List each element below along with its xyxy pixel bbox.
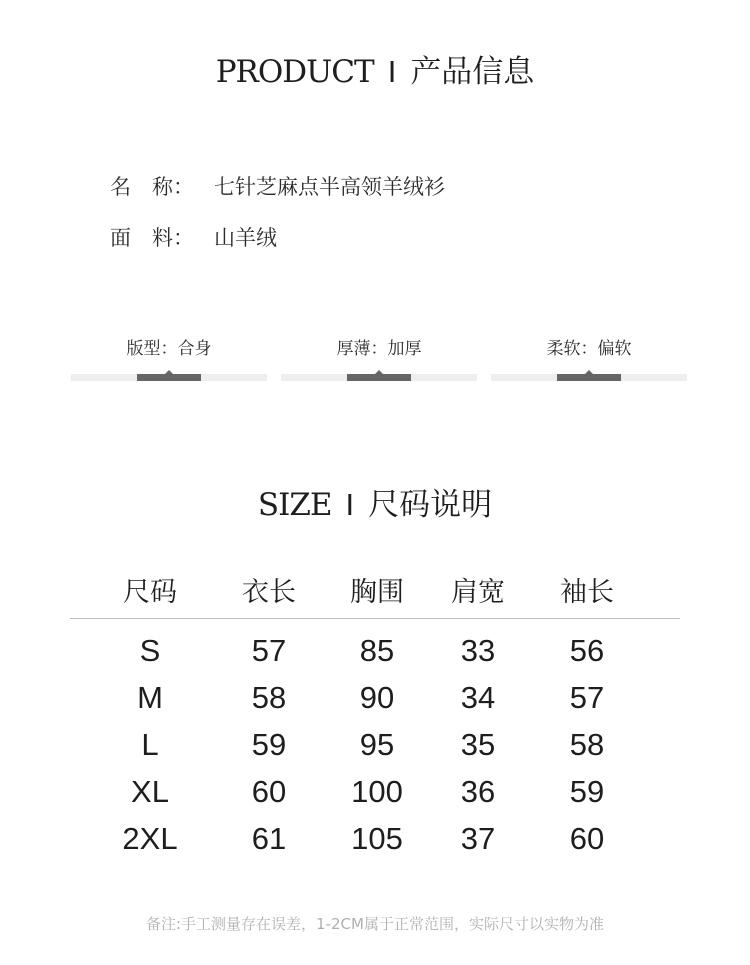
table-cell: XL xyxy=(131,774,169,809)
header-shoulder: 肩宽 xyxy=(451,577,505,608)
name-label: 名 称： xyxy=(110,175,194,199)
table-cell: 85 xyxy=(359,633,395,668)
table-row xyxy=(70,768,680,815)
table-cell: 61 xyxy=(251,821,287,856)
size-heading xyxy=(0,482,750,528)
table-cell: 58 xyxy=(251,680,287,715)
product-heading-en: PRODUCT xyxy=(215,54,374,90)
table-cell: 35 xyxy=(460,727,496,762)
name-value: 七针芝麻点半高领羊绒衫 xyxy=(214,175,445,199)
table-cell: 60 xyxy=(251,774,287,809)
table-row xyxy=(70,674,680,721)
table-cell: 58 xyxy=(569,727,605,762)
marker-notch xyxy=(585,370,593,374)
info-row-material xyxy=(110,223,277,253)
table-cell: 100 xyxy=(351,774,403,809)
attribute-thickness-marker xyxy=(347,374,411,381)
table-cell: L xyxy=(141,727,159,762)
attribute-softness-text: 柔软：偏软 xyxy=(546,339,632,359)
table-cell: 34 xyxy=(460,680,496,715)
table-cell: 37 xyxy=(460,821,496,856)
header-chest: 胸围 xyxy=(350,577,404,608)
table-row xyxy=(70,627,680,674)
attribute-thickness-text: 厚薄：加厚 xyxy=(336,339,422,359)
info-row-name xyxy=(110,172,445,202)
attribute-fit-marker xyxy=(137,374,201,381)
product-heading xyxy=(0,50,750,94)
header-size: 尺码 xyxy=(123,577,177,608)
table-cell: 56 xyxy=(569,633,605,668)
header-length: 衣长 xyxy=(242,577,296,608)
size-heading-en: SIZE xyxy=(257,487,332,523)
table-cell: 59 xyxy=(251,727,287,762)
table-cell: 60 xyxy=(569,821,605,856)
heading-separator: I xyxy=(387,54,397,89)
table-row xyxy=(70,721,680,768)
attribute-fit-track xyxy=(71,374,267,381)
size-table xyxy=(70,570,680,862)
table-cell: M xyxy=(137,680,163,715)
material-label: 面 料： xyxy=(110,226,194,250)
table-cell: 105 xyxy=(351,821,403,856)
table-cell: 33 xyxy=(460,633,496,668)
table-cell: 59 xyxy=(569,774,605,809)
footnote: 备注:手工测量存在误差，1-2CM属于正常范围，实际尺寸以实物为准 xyxy=(146,915,604,933)
header-sleeve: 袖长 xyxy=(560,577,614,608)
table-cell: S xyxy=(139,633,161,668)
table-cell: 36 xyxy=(460,774,496,809)
attribute-softness-marker xyxy=(557,374,621,381)
heading-separator: I xyxy=(345,487,355,522)
attribute-softness xyxy=(491,336,687,386)
attribute-softness-track xyxy=(491,374,687,381)
table-cell: 90 xyxy=(359,680,395,715)
attribute-fit xyxy=(71,336,267,386)
marker-notch xyxy=(165,370,173,374)
attribute-fit-text: 版型：合身 xyxy=(126,339,212,359)
table-row xyxy=(70,815,680,862)
table-cell: 57 xyxy=(251,633,287,668)
table-cell: 95 xyxy=(359,727,395,762)
material-value: 山羊绒 xyxy=(214,226,277,250)
size-heading-cn: 尺码说明 xyxy=(368,487,493,523)
product-heading-cn: 产品信息 xyxy=(410,54,535,90)
table-cell: 2XL xyxy=(122,821,178,856)
marker-notch xyxy=(375,370,383,374)
attribute-thickness xyxy=(281,336,477,386)
attribute-thickness-track xyxy=(281,374,477,381)
size-table-header xyxy=(70,570,680,619)
table-cell: 57 xyxy=(569,680,605,715)
